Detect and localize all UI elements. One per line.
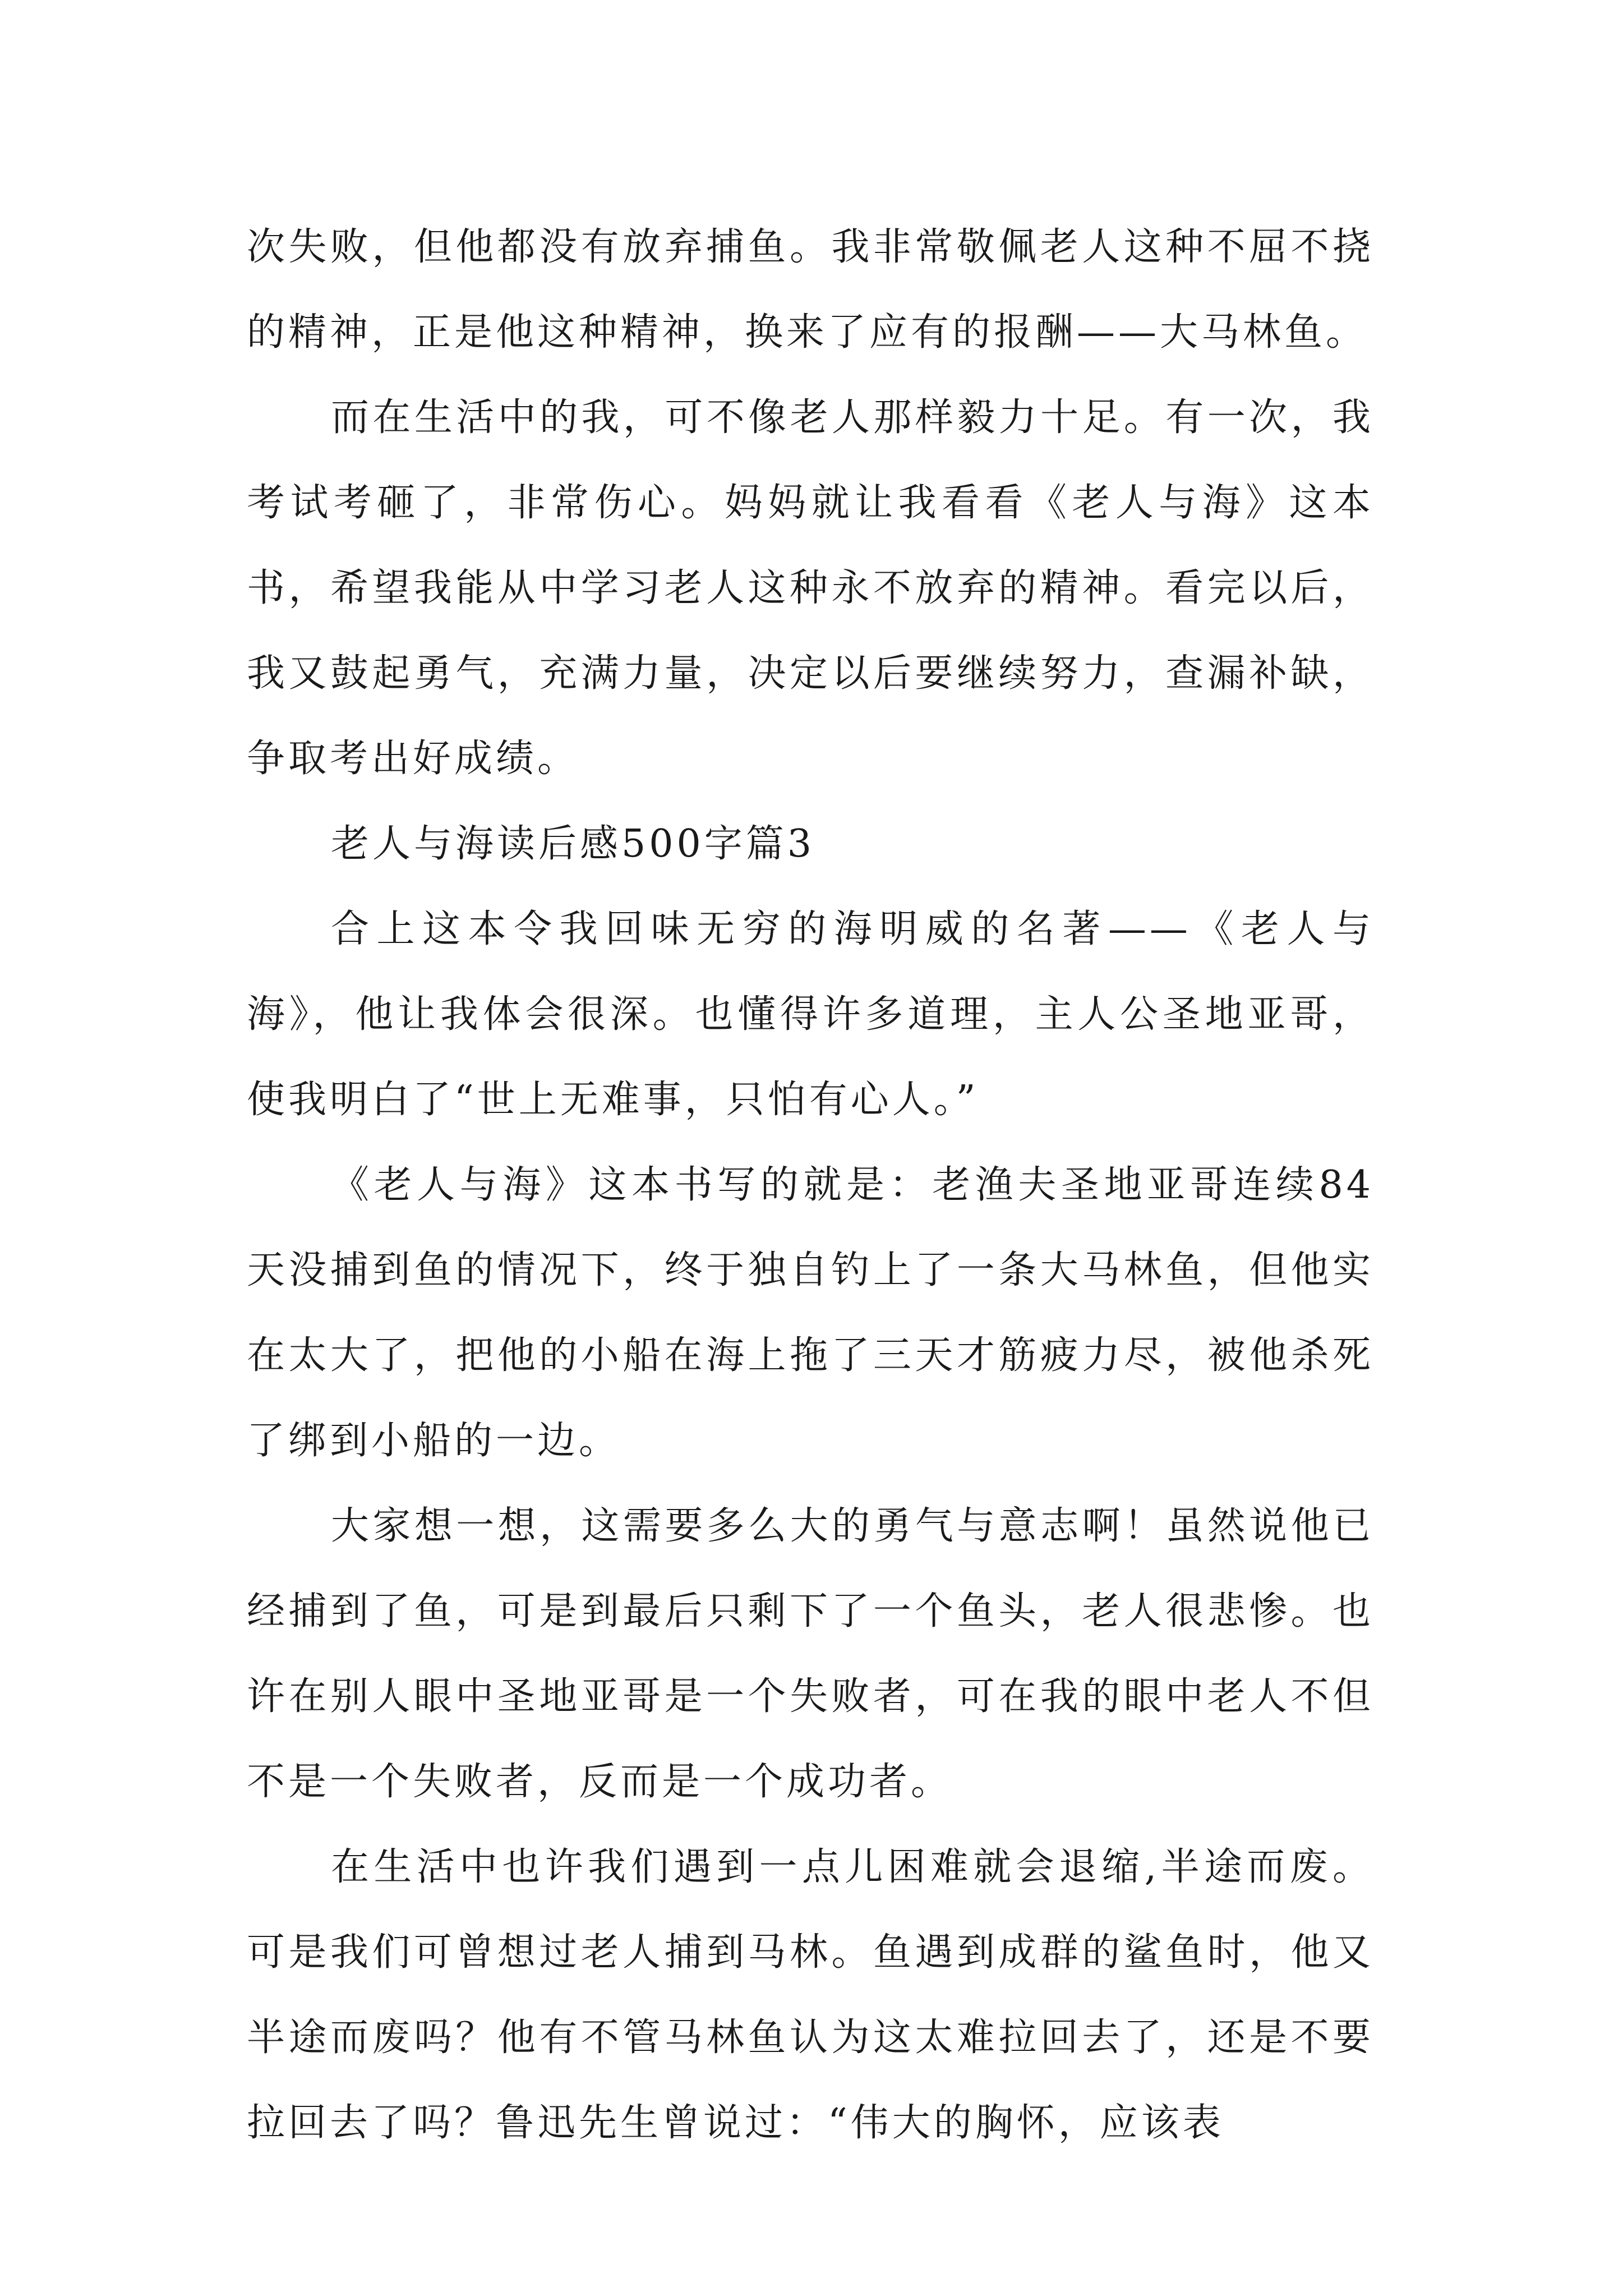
section-heading: 老人与海读后感500字篇3 (331, 822, 815, 866)
paragraph: 而在生活中的我，可不像老人那样毅力十足。有一次，我考试考砸了，非常伤心。妈妈就让我看看《老人与海》这本书，希望我能从中学习老人这种永不放弃的精神。看完以后，我又鼓起勇气，充满力量，决定以后要继续努力，查漏补缺，争取考出好成绩。 (247, 395, 1374, 781)
paragraph: 在生活中也许我们遇到一点儿困难就会退缩,半途而废。可是我们可曾想过老人捕到马林。鱼遇到成群的鲨鱼时，他又半途而废吗？他有不管马林鱼认为这太难拉回去了，还是不要拉回去了吗？鲁迅先生曾说过：“伟大的胸怀，应该表 (247, 1845, 1374, 2145)
paragraph: 大家想一想，这需要多么大的勇气与意志啊！虽然说他已经捕到了鱼，可是到最后只剩下了一个鱼头，老人很悲惨。也许在别人眼中圣地亚哥是一个失败者，可在我的眼中老人不但不是一个失败者，反而是一个成功者。 (247, 1504, 1374, 1804)
paragraph: 《老人与海》这本书写的就是：老渔夫圣地亚哥连续84天没捕到鱼的情况下，终于独自钓上了一条大马林鱼，但他实在太大了，把他的小船在海上拖了三天才筋疲力尽，被他杀死了绑到小船的一边。 (247, 1163, 1374, 1463)
paragraph: 合上这本令我回味无穷的海明威的名著——《老人与海》，他让我体会很深。也懂得许多道理，主人公圣地亚哥，使我明白了“世上无难事，只怕有心人。” (247, 907, 1374, 1122)
paragraph-continuation: 次失败，但他都没有放弃捕鱼。我非常敬佩老人这种不屈不挠的精神，正是他这种精神，换来了应有的报酬——大马林鱼。 (247, 225, 1374, 355)
document-body (247, 205, 1374, 2166)
